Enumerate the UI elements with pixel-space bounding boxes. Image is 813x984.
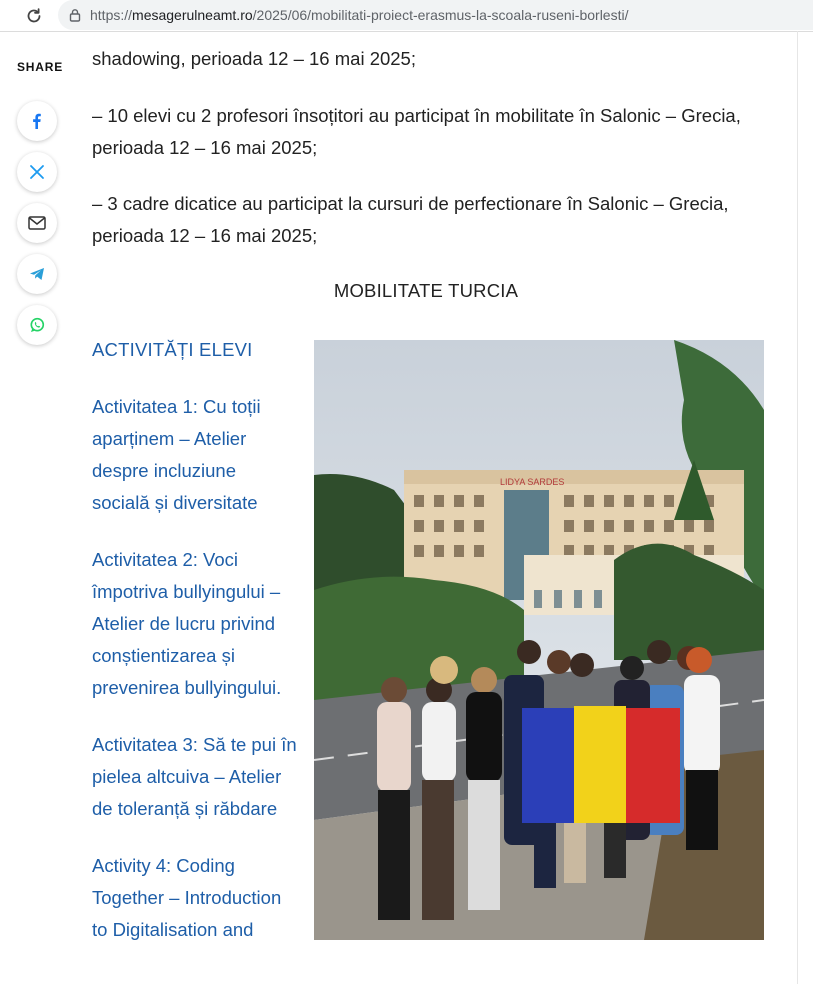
address-bar [0,0,813,32]
reload-icon[interactable] [22,4,46,28]
url-path: /2025/06/mobilitati-proiect-erasmus-la-scoala-ruseni-borlesti/ [252,7,629,23]
url-host: mesagerulneamt.ro [132,7,253,23]
section-heading: MOBILITATE TURCIA [333,280,519,301]
mail-icon [28,216,46,230]
share-facebook-button[interactable] [17,101,57,141]
activities-title: ACTIVITĂȚI ELEVI [92,339,253,360]
site-info-icon[interactable] [66,6,84,24]
whatsapp-icon [29,317,45,333]
activity-item-3: Activitatea 3: Să te pui în pielea altcuiva – Atelier de toleranță și răbdare [92,734,297,819]
facebook-icon [29,113,45,129]
share-label: SHARE [17,60,64,74]
share-whatsapp-button[interactable] [17,305,57,345]
romanian-flag [522,706,680,823]
page-edge-divider [797,31,798,984]
telegram-icon [29,266,45,282]
x-icon [29,164,45,180]
share-telegram-button[interactable] [17,254,57,294]
activity-item-1: Activitatea 1: Cu toții aparținem – Atelier despre incluziune socială și diversitate [92,396,261,513]
share-x-button[interactable] [17,152,57,192]
activity-item-2: Activitatea 2: Voci împotriva bullyingului – Atelier de lucru privind conștientizarea și prevenirea bullyingului. [92,549,282,698]
share-email-button[interactable] [17,203,57,243]
paragraph-part-1: shadowing, perioada 12 – 16 mai 2025; [92,48,416,69]
url-field[interactable] [58,0,813,30]
url-text: https://mesagerulneamt.ro/2025/06/mobilitati-proiect-erasmus-la-scoala-ruseni-borlesti/ [90,7,629,23]
group-photo [314,340,764,940]
activities-column [92,334,297,971]
hotel-sign: LIDYA SARDES [500,477,565,487]
paragraph-cadre-didactice: – 3 cadre dicatice au participat la cursuri de perfectionare în Salonic – Grecia, perioada 12 – 16 mai 2025; [92,193,729,246]
paragraph-mobilitate-elevi: – 10 elevi cu 2 profesori însoțitori au participat în mobilitate în Salonic – Grecia, perioada 12 – 16 mai 2025; [92,105,741,158]
activity-item-4: Activity 4: Coding Together – Introduction to Digitalisation and [92,855,282,940]
